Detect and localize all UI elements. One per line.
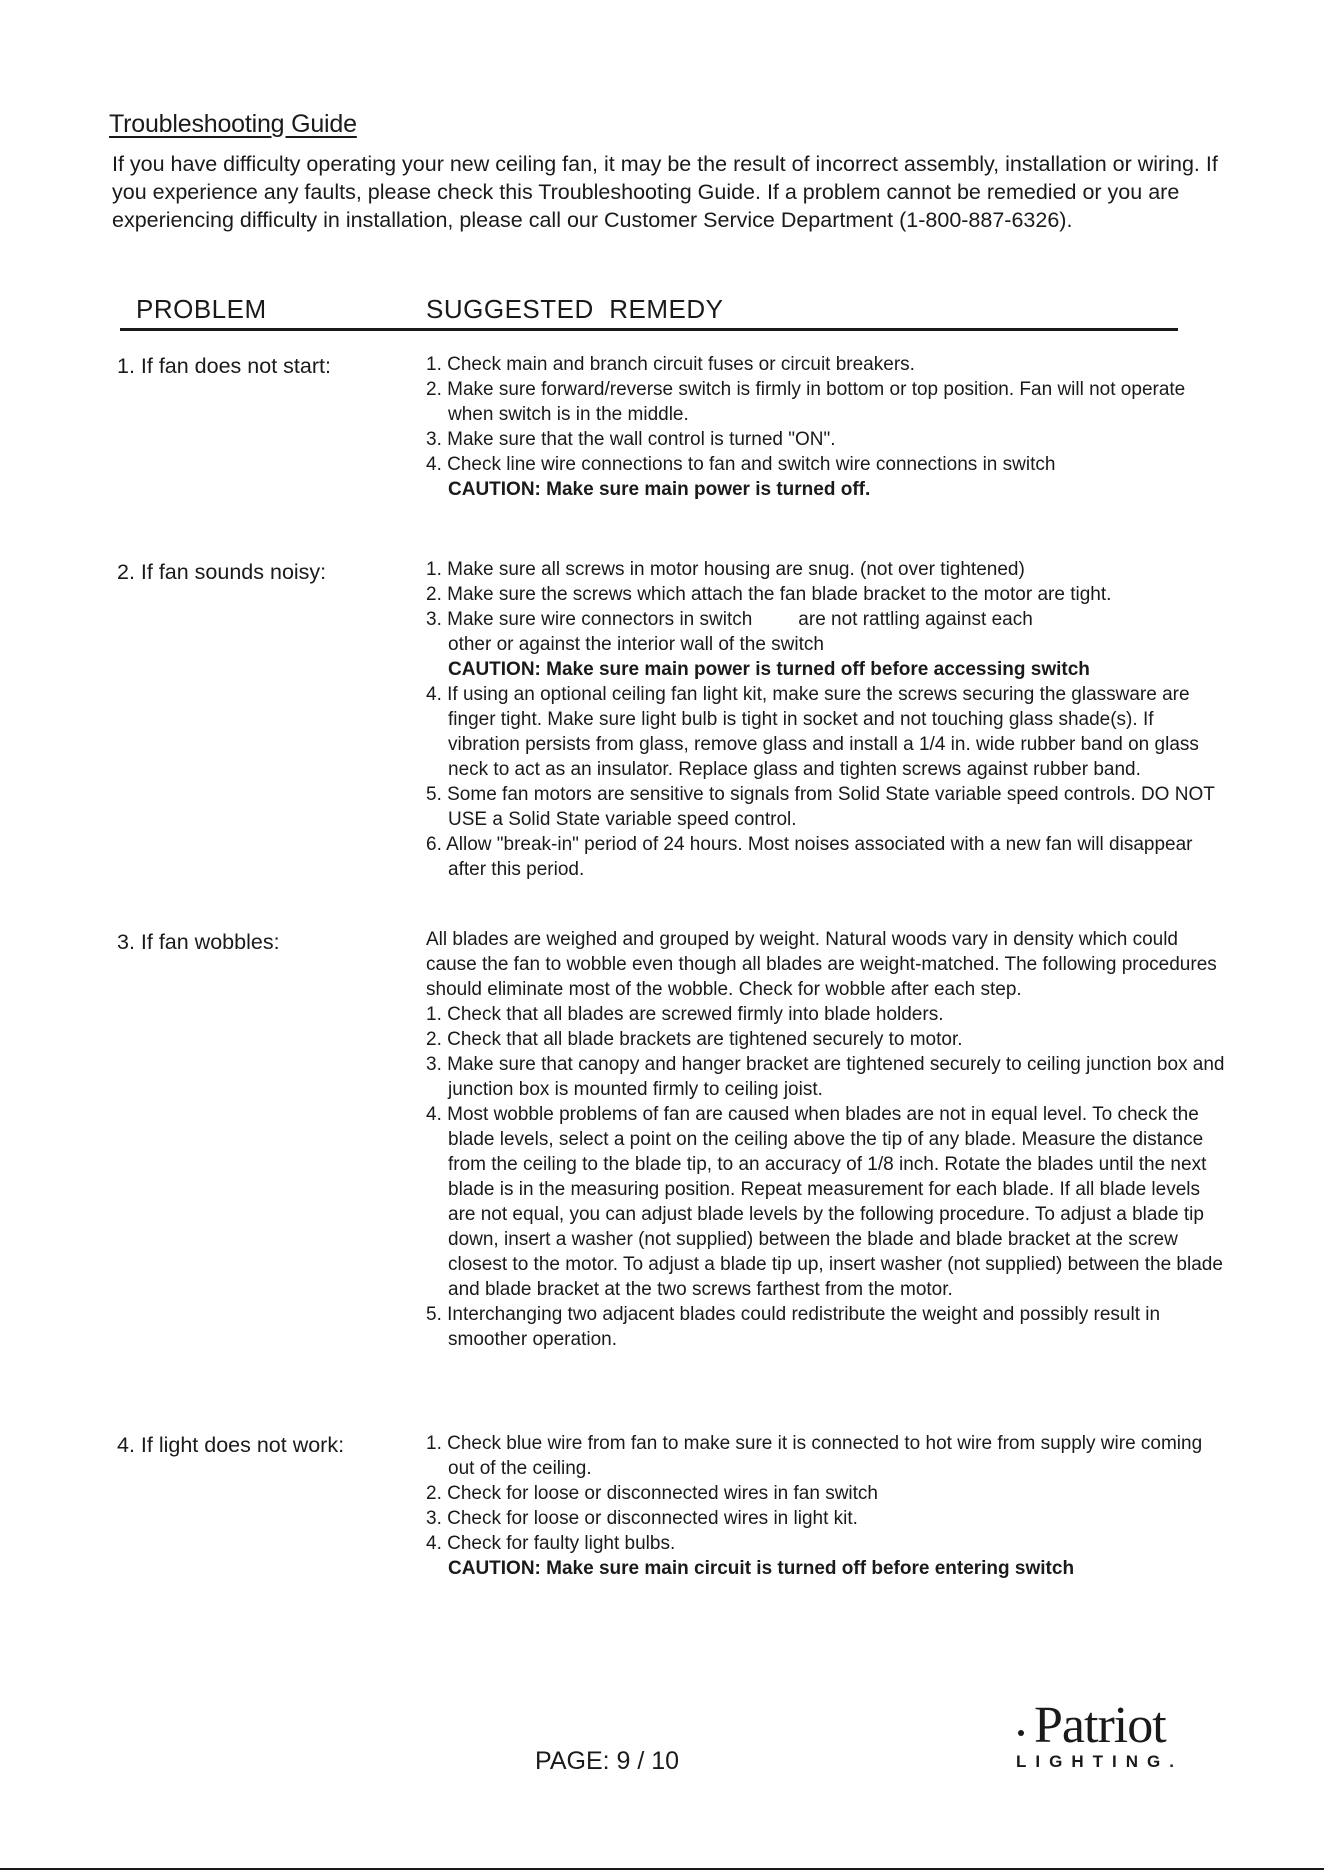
caution-note: CAUTION: Make sure main circuit is turned off before entering switch (448, 1558, 1075, 1579)
remedy-item: 1. Make sure all screws in motor housing are snug. (not over tightened) (426, 559, 1025, 580)
remedy-item: 1. Check main and branch circuit fuses or circuit breakers. (426, 354, 915, 375)
page-bottom-rule (0, 1868, 1324, 1870)
problem-4: 4. If light does not work: (117, 1433, 345, 1457)
remedy-item: 2. Make sure the screws which attach the fan blade bracket to the motor are tight. (426, 584, 1112, 605)
remedy-header: SUGGESTED REMEDY (426, 294, 724, 324)
remedy-item: 4. Check for faulty light bulbs. (426, 1533, 676, 1554)
remedy-item: 3. Make sure that canopy and hanger bracket are tightened securely to ceiling junction box and junction box is mounted firmly to ceiling joist. (426, 1054, 1225, 1100)
page-title: Troubleshooting Guide (109, 110, 357, 138)
logo-dot-icon (1018, 1730, 1024, 1736)
remedy-item: 1. Check that all blades are screwed firmly into blade holders. (426, 1004, 944, 1025)
problem-2: 2. If fan sounds noisy: (117, 560, 327, 584)
remedy-item: 3. Make sure that the wall control is turned "ON". (426, 429, 836, 450)
remedy-1 (426, 352, 1226, 502)
page-number: PAGE: 9 / 10 (535, 1747, 680, 1775)
remedy-item: 4. Check line wire connections to fan and switch wire connections in switch (426, 454, 1056, 475)
remedy-intro: All blades are weighed and grouped by weight. Natural woods vary in density which could cause the fan to wobble even though all blades are weight-matched. The following procedures should eliminate most of the wobble. Check for wobble after each step. (426, 929, 1217, 1000)
remedy-item: 1. Check blue wire from fan to make sure it is connected to hot wire from supply wire coming out of the ceiling. (426, 1433, 1203, 1479)
patriot-lighting-logo (1012, 1697, 1214, 1771)
logo-subtitle: LIGHTING. (1016, 1752, 1183, 1771)
remedy-item: 4. Most wobble problems of fan are caused when blades are not in equal level. To check the blade levels, select a point on the ceiling above the tip of any blade. Measure the distance from the ceiling to the blade tip, to an accuracy of 1/8 inch. Rotate the blades until the next blade is in the measuring position. Repeat measurement for each blade. If all blade levels are not equal, you can adjust blade levels by the following procedure. To adjust a blade tip down, insert a washer (not supplied) between the blade and blade bracket at the screw closest to the motor. To adjust a blade tip up, insert washer (not supplied) between the blade and blade bracket at the two screws farthest from the motor. (426, 1104, 1223, 1300)
remedy-item: 3. Check for loose or disconnected wires in light kit. (426, 1508, 858, 1529)
remedy-item: 6. Allow "break-in" period of 24 hours. Most noises associated with a new fan will disappear after this period. (426, 834, 1193, 880)
remedy-item: 2. Check for loose or disconnected wires in fan switch (426, 1483, 878, 1504)
remedy-4 (426, 1431, 1226, 1581)
remedy-item: 5. Interchanging two adjacent blades could redistribute the weight and possibly result in smoother operation. (426, 1304, 1161, 1350)
problem-header: PROBLEM (136, 294, 267, 324)
remedy-item: 2. Check that all blade brackets are tightened securely to motor. (426, 1029, 963, 1050)
remedy-2 (426, 557, 1226, 882)
logo-wordmark: Patriot (1034, 1697, 1166, 1754)
problem-1: 1. If fan does not start: (117, 354, 331, 378)
caution-note: CAUTION: Make sure main power is turned off. (448, 479, 871, 500)
intro-paragraph: If you have difficulty operating your new ceiling fan, it may be the result of incorrect assembly, installation or wiring. If you experience any faults, please check this Troubleshooting Guide. If a problem cannot be remedied or you are experiencing difficulty in installation, please call our Customer Service Department (1-800-887-6326). (112, 152, 1218, 232)
problem-3: 3. If fan wobbles: (117, 930, 280, 954)
remedy-item: 5. Some fan motors are sensitive to signals from Solid State variable speed controls. DO NOT USE a Solid State variable speed control. (426, 784, 1215, 830)
header-rule (120, 328, 1178, 331)
remedy-item: 2. Make sure forward/reverse switch is firmly in bottom or top position. Fan will not operate when switch is in the middle. (426, 379, 1186, 425)
remedy-3 (426, 927, 1226, 1352)
remedy-item: 4. If using an optional ceiling fan light kit, make sure the screws securing the glassware are finger tight. Make sure light bulb is tight in socket and not touching glass shade(s). If vibration persists from glass, remove glass and install a 1/4 in. wide rubber band on glass neck to act as an insulator. Replace glass and tighten screws against rubber band. (426, 684, 1199, 780)
caution-note: CAUTION: Make sure main power is turned off before accessing switch (448, 659, 1090, 680)
remedy-item-part: 3. Make sure wire connectors in switch (426, 609, 753, 630)
remedy-item-continuation: other or against the interior wall of the switch (448, 634, 824, 655)
remedy-item-part: are not rattling against each (798, 609, 1033, 630)
remedy-item (426, 607, 1226, 632)
